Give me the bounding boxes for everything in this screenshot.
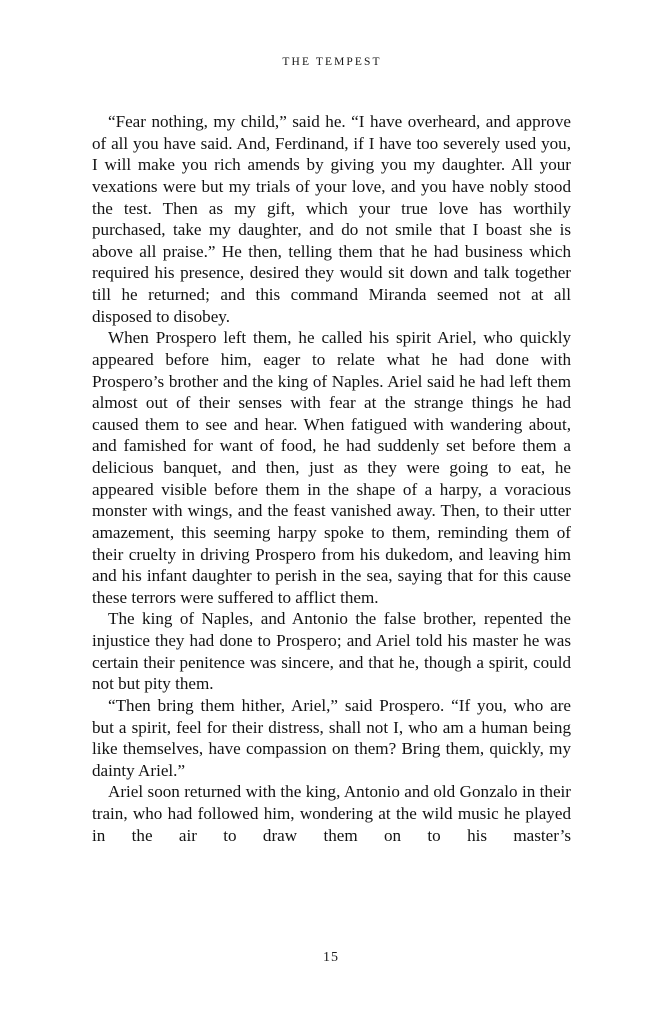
- paragraph: Ariel soon returned with the king, Antonio and old Gonzalo in their train, who had followed him, wondering at the wild music he played in the air to draw them on to his master’s: [92, 782, 571, 845]
- paragraph: The king of Naples, and Antonio the false brother, repented the injustice they had done to Prospero; and Ariel told his master he was certain their penitence was sincere, and that he, though a spirit, could not but pity them.: [92, 609, 571, 694]
- paragraph: “Then bring them hither, Ariel,” said Prospero. “If you, who are but a spirit, feel for their distress, shall not I, who am a human being like themselves, have compassion on them? Bring them, quickly, my dainty Ariel.”: [92, 695, 571, 780]
- page-number: 15: [323, 950, 339, 965]
- running-head: THE TEMPEST: [282, 56, 382, 68]
- body-text: [92, 111, 571, 846]
- paragraph: When Prospero left them, he called his spirit Ariel, who quickly appeared before him, eager to relate what he had done with Prospero’s brother and the king of Naples. Ariel said he had left them almost out of their senses with fear at the strange things he had caused them to see and hear. When fatigued with wandering about, and famished for want of food, he had suddenly set before them a delicious banquet, and then, just as they were going to eat, he appeared visible before them in the shape of a harpy, a voracious monster with wings, and the feast vanished away. Then, to their utter amazement, this seeming harpy spoke to them, reminding them of their cruelty in driving Prospero from his dukedom, and leaving him and his infant daughter to perish in the sea, saying that for this cause these terrors were suffered to afflict them.: [92, 328, 571, 607]
- paragraph: “Fear nothing, my child,” said he. “I have overheard, and approve of all you have said. And, Ferdinand, if I have too severely used you, I will make you rich amends by giving you my daughter. All your vexations were but my trials of your love, and you have nobly stood the test. Then as my gift, which your true love has worthily purchased, take my daughter, and do not smile that I boast she is above all praise.” He then, telling them that he had business which required his presence, desired they would sit down and talk together till he returned; and this command Miranda seemed not at all disposed to disobey.: [92, 112, 571, 326]
